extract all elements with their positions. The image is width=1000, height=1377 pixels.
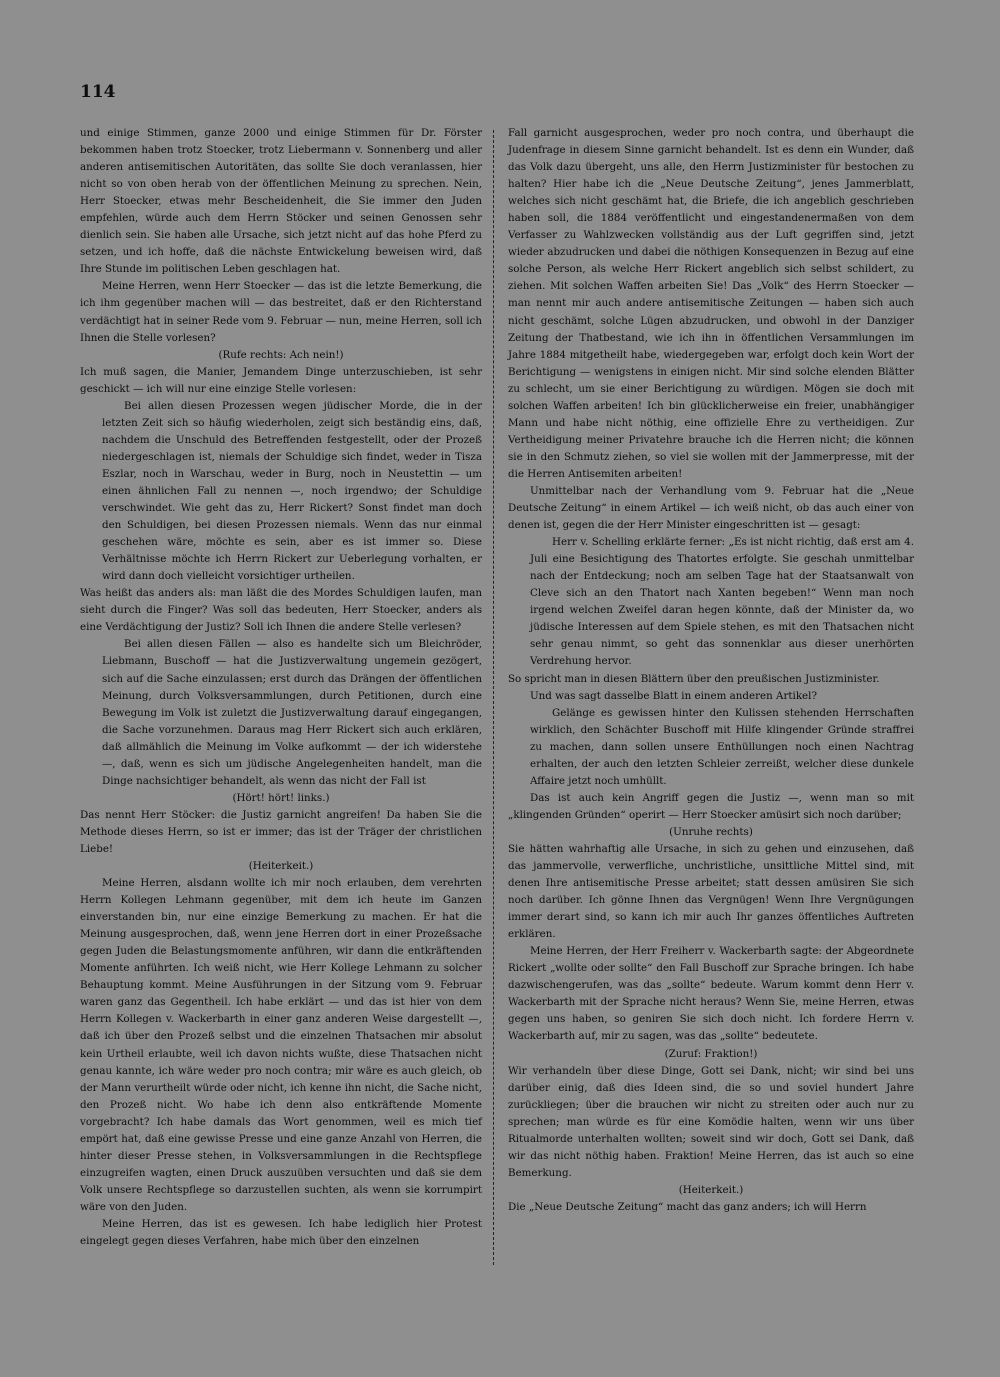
interjection: (Heiterkeit.) — [678, 1183, 744, 1196]
paragraph: Meine Herren, wenn Herr Stoecker — das ist die letzte Bemerkung, die ich ihm gegenüber machen will — das bestreitet, daß er den Richterstand verdächtigt hat in seiner Rede vom 9. Februar — nun, meine Herren, soll ich Ihnen die Stelle vorlesen? — [80, 280, 482, 344]
paragraph: Ich muß sagen, die Manier, Jemandem Dinge unterzuschieben, ist sehr geschickt — ich will nur eine einzige Stelle vorlesen: — [80, 365, 482, 395]
interjection: (Hört! hört! links.) — [232, 791, 330, 804]
page-number: 114 — [80, 82, 116, 102]
paragraph: Herr v. Schelling erklärte ferner: „Es ist nicht richtig, daß erst am 4. Juli eine Besichtigung des Thatortes erfolgte. Sie geschah unmittelbar nach der Entdeckung; noch am selben Tage hat der Staatsanwalt von Cleve sich an den Thatort nach Xanten begeben!“ Wenn man noch irgend welchen Zweifel daran hegen könnte, daß der Minister da, wo jüdische Interessen auf dem Spiele stehen, es mit den Thatsachen nicht sehr genau nimmt, so geht das sonnenklar aus dieser unerhörten Verdrehung hervor. — [530, 536, 914, 668]
paragraph: Sie hätten wahrhaftig alle Ursache, in sich zu gehen und einzusehen, daß das jammervolle, verwerfliche, unchristliche, unsittliche Mittel sind, mit denen Ihre antisemitische Presse arbeitet; statt dessen amüsiren Sie sich noch darüber. Ich gönne Ihnen das Vergnügen! Wenn Ihre Vergnügungen immer derart sind, so kann ich mir auch Ihr ganzes öffentliches Auftreten erklären. — [508, 842, 914, 941]
left-column — [80, 125, 482, 1250]
paragraph: Meine Herren, der Herr Freiherr v. Wackerbarth sagte: der Abgeordnete Rickert „wollte oder sollte“ den Fall Buschoff zur Sprache bringen. Ich habe dazwischengerufen, was das „sollte“ bedeute. Warum kommt denn Herr v. Wackerbarth mit der Sprache nicht heraus? Wenn Sie, meine Herren, etwas gegen uns haben, so geniren Sie sich doch nicht. Ich fordere Herrn v. Wackerbarth auf, mir zu sagen, was das „sollte“ bedeutete. — [508, 945, 914, 1043]
paragraph: Wir verhandeln über diese Dinge, Gott sei Dank, nicht; wir sind bei uns darüber einig, daß dies Ideen sind, die so und soviel hundert Jahre zurückliegen; über die brauchen wir nicht zu streiten oder auch nur zu sprechen; man würde es für eine Komödie halten, wenn wir uns über Ritualmorde unterhalten wollten; soweit sind wir doch, Gott sei Dank, daß wir das nicht nöthig haben. Fraktion! Meine Herren, das ist auch so eine Bemerkung. — [508, 1064, 914, 1179]
paragraph: Unmittelbar nach der Verhandlung vom 9. Februar hat die „Neue Deutsche Zeitung“ in einem Artikel — ich weiß nicht, ob das auch einer von denen ist, gegen die der Herr Minister eingeschritten ist — gesagt: — [508, 484, 914, 532]
interjection: (Heiterkeit.) — [248, 860, 314, 873]
paragraph: Meine Herren, das ist es gewesen. Ich habe lediglich hier Protest eingelegt gegen dieses Verfahren, habe mich über den einzelnen — [80, 1218, 482, 1248]
paragraph: Was heißt das anders als: man läßt die des Mordes Schuldigen laufen, man sieht durch die Finger? Was soll das bedeuten, Herr Stoecker, anders als eine Verdächtigung der Justiz? Soll ich Ihnen die andere Stelle verlesen? — [80, 587, 482, 634]
paragraph: So spricht man in diesen Blättern über den preußischen Justizminister. — [508, 672, 880, 685]
interjection: (Rufe rechts: Ach nein!) — [218, 348, 344, 361]
paragraph: Meine Herren, alsdann wollte ich mir noch erlauben, dem verehrten Herrn Kollegen Lehmann gegenüber, mit dem ich heute im Ganzen einverstanden bin, nur eine einzige Bemerkung zu machen. Er hat die Meinung ausgesprochen, daß, wenn jene Herren dort in einer Prozeßsache gegen Juden die Belastungsmomente anführen, wir dann die entkräftenden Momente anführten. Ich weiß nicht, wie Herr Kollege Lehmann zu solcher Behauptung kommt. Meine Ausführungen in der Sitzung vom 9. Februar waren ganz das Gegentheil. Ich habe erklärt — und das ist hier von dem Herrn Kollegen v. Wackerbarth in einer ganz anderen Weise dargestellt —, daß ich über den Prozeß selbst und die einzelnen Thatsachen mir absolut kein Urtheil erlaubte, weil ich davon nichts wußte, diese Thatsachen nicht genau kannte, ich wäre weder pro noch contra; mir wäre es auch gleich, ob der Mann verurtheilt würde oder nicht, ich kenne ihn nicht, die Sache nicht, den Prozeß nicht. Wo habe ich denn also entkräftende Momente vorgebracht? Ich habe damals das Wort genommen, weil es mich tief empört hat, daß eine gewisse Presse und eine ganze Anzahl von Herren, die hinter dieser Presse stehen, in Volksversammlungen in die Rechtspflege einzugreifen wagten, einen Druck auszuüben versuchten und daß sie dem Volk unsere Rechtspflege so darzustellen suchten, als wenn sie korrumpirt wäre von den Juden. — [80, 877, 482, 1213]
paragraph: Fall garnicht ausgesprochen, weder pro noch contra, und überhaupt die Judenfrage in diesem Sinne garnicht behandelt. Ist es denn ein Wunder, daß das Volk dazu übergeht, uns alle, den Herrn Justizminister für bestochen zu halten? Hier habe ich die „Neue Deutsche Zeitung“, jenes Jammerblatt, welches sich nicht geschämt hat, die Briefe, die ich angeblich geschrieben haben soll, die 1884 veröffentlicht und eingestandenermaßen von dem Verfasser zu Wahlzwecken vollständig aus der Luft gegriffen sind, jetzt wieder abzudrucken und dabei die nöthigen Konsequenzen in Bezug auf eine solche Person, als welche Herr Rickert angeblich sich selbst schildert, zu ziehen. Mit solchen Waffen arbeiten Sie! Das „Volk“ des Herrn Stoecker — man nennt mir auch andere antisemitische Zeitungen — haben sich auch nicht geschämt, solche Lügen abzudrucken, und obwohl in der Danziger Zeitung der Thatbestand, wie ich ihn in öffentlichen Versammlungen im Jahre 1884 mitgetheilt habe, wiedergegeben war, erfolgt doch kein Wort der Berichtigung — wenigstens in einigen nicht. Mir sind solche elenden Blätter zu schlecht, um sie einer Berichtigung zu würdigen. Mögen sie doch mit solchen Waffen arbeiten! Ich bin glücklicherweise ein freier, unabhängiger Mann und habe nicht nöthig, eine offizielle Ehre zu vertheidigen. Zur Vertheidigung meiner Privatehre brauche ich die Herren nicht; die können sie in den Schmutz ziehen, so viel sie wollen mit der Jammerpresse, mit der die Herren Antisemiten arbeiten! — [508, 127, 914, 480]
paragraph: Gelänge es gewissen hinter den Kulissen stehenden Herrschaften wirklich, den Schächter Buschoff mit Hilfe klingender Gründe straffrei zu machen, dann sollen unsere Enthüllungen noch einen Nachtrag erhalten, der auch den letzten Schleier zerreißt, welcher diese dunkele Affaire jetzt noch umhüllt. — [530, 706, 914, 787]
interjection: (Zuruf: Fraktion!) — [664, 1047, 758, 1060]
paragraph: Das ist auch kein Angriff gegen die Justiz —, wenn man so mit „klingenden Gründen“ operirt — Herr Stoecker amüsirt sich noch darüber; — [508, 791, 914, 821]
paragraph: Bei allen diesen Prozessen wegen jüdischer Morde, die in der letzten Zeit sich so häufig wiederholen, zeigt sich beständig eins, daß, nachdem die Unschuld des Betreffenden festgestellt, oder der Prozeß niedergeschlagen ist, niemals der Schuldige sich findet, weder in Tisza Eszlar, noch in Warschau, weder in Burg, noch in Neustettin — um einen ähnlichen Fall zu nennen —, noch irgendwo; der Schuldige verschwindet. Wie geht das zu, Herr Rickert? Sonst findet man doch den Schuldigen, bei diesen Prozessen niemals. Wenn das nur einmal geschehen wäre, möchte es sein, aber es ist immer so. Diese Verhältnisse möchte ich Herrn Rickert zur Ueberlegung vorhalten, er wird dann doch vielleicht vorsichtiger urtheilen. — [102, 399, 482, 583]
paragraph: Und was sagt dasselbe Blatt in einem anderen Artikel? — [530, 689, 817, 702]
paragraph: Das nennt Herr Stöcker: die Justiz garnicht angreifen! Da haben Sie die Methode dieses Herrn, so ist er immer; das ist der Träger der christlichen Liebe! — [80, 808, 482, 855]
interjection: (Unruhe rechts) — [669, 825, 753, 838]
column-divider — [493, 130, 494, 1265]
right-column — [508, 125, 914, 1216]
paragraph: Bei allen diesen Fällen — also es handelte sich um Bleichröder, Liebmann, Buschoff — hat die Justizverwaltung ungemein gezögert, sich auf die Sache einzulassen; erst durch das Drängen der öffentlichen Meinung, durch Volksversammlungen, durch Petitionen, durch eine Bewegung im Volk ist zuletzt die Justizverwaltung darauf eingegangen, die Sache vorzunehmen. Daraus mag Herr Rickert sich auch erklären, daß allmählich die Meinung im Volke aufkommt — der ich widerstehe —, daß, wenn es sich um jüdische Angelegenheiten handelt, man die Dinge nachsichtiger behandelt, als wenn das nicht der Fall ist — [102, 638, 482, 787]
paragraph: Die „Neue Deutsche Zeitung“ macht das ganz anders; ich will Herrn — [508, 1200, 867, 1213]
paragraph: und einige Stimmen, ganze 2000 und einige Stimmen für Dr. Förster bekommen haben trotz Stoecker, trotz Liebermann v. Sonnenberg und aller anderen antisemitischen Autoritäten, das sollte Sie doch veranlassen, hier nicht so von oben herab von der öffentlichen Meinung zu sprechen. Nein, Herr Stoecker, etwas mehr Bescheidenheit, die Sie immer den Juden empfehlen, würde auch dem Herrn Stöcker und seinen Genossen sehr dienlich sein. Sie haben alle Ursache, sich jetzt nicht auf das hohe Pferd zu setzen, und ich hoffe, daß die nächste Entwickelung beweisen wird, daß Ihre Stunde im politischen Leben geschlagen hat. — [80, 127, 482, 276]
